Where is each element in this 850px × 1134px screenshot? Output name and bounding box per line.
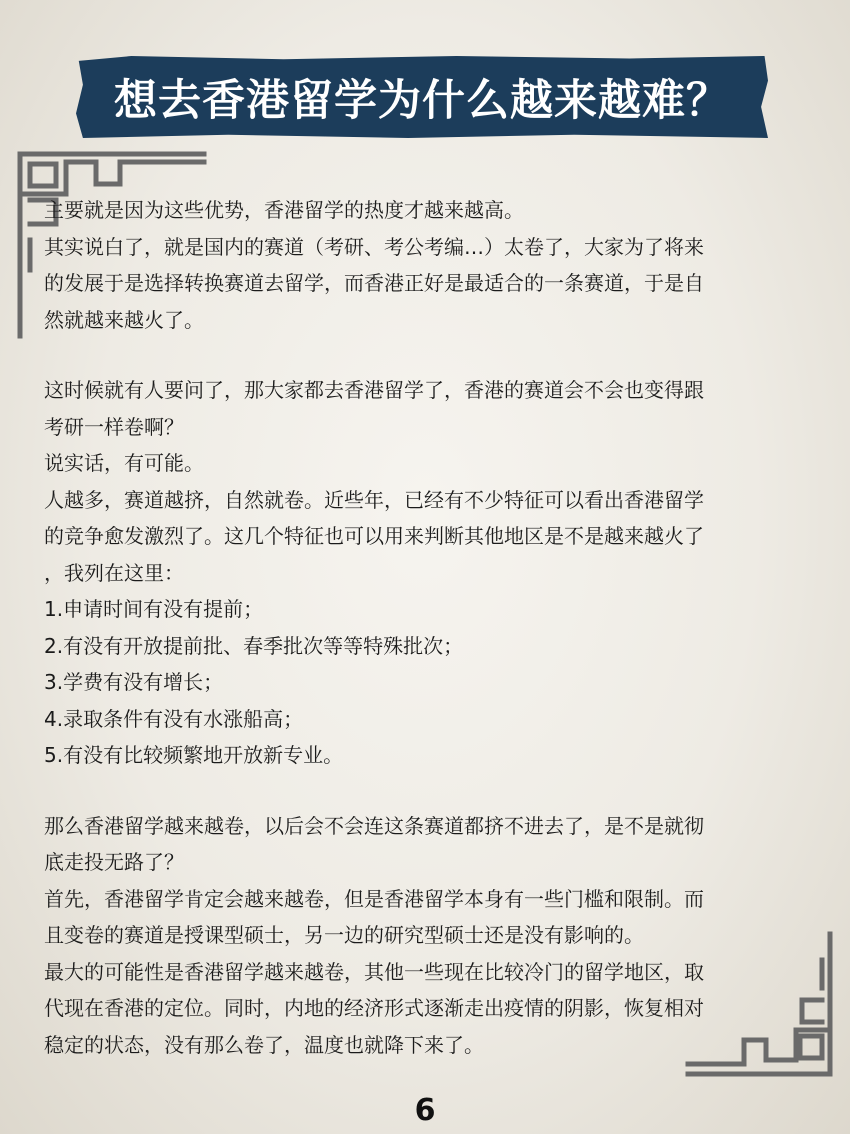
text-line: 这时候就有人要问了，那大家都去香港留学了，香港的赛道会不会也变得跟 [44,378,704,402]
text-line: 说实话，有可能。 [44,451,204,475]
text-line: 最大的可能性是香港留学越来越卷，其他一些现在比较冷门的留学地区，取 [44,959,704,984]
text-line: 的竞争愈发激烈了。这几个特征也可以用来判断其他地区是不是越来越火了 [44,524,704,548]
text-line: 稳定的状态，没有那么卷了，温度也就降下来了。 [44,1032,484,1057]
text-line: 且变卷的赛道是授课型硕士，另一边的研究型硕士还是没有影响的。 [44,923,644,947]
text-line: 主要就是因为这些优势，香港留学的热度才越来越高。 [44,198,524,222]
article-body [44,192,814,1063]
list-item: 5.有没有比较频繁地开放新专业。 [44,743,344,767]
text-line: ，我列在这里： [44,560,184,585]
page-number: 6 [414,1093,436,1128]
paragraph-2 [44,372,814,774]
text-line: 人越多，赛道越挤，自然就卷。近些年，已经有不少特征可以看出香港留学 [44,487,704,512]
text-line: 然就越来越火了。 [44,307,204,332]
text-line: 那么香港留学越来越卷，以后会不会连这条赛道都挤不进去了，是不是就彻 [44,813,704,838]
paragraph-gap [44,774,814,808]
text-line: 首先，香港留学肯定会越来越卷，但是香港留学本身有一些门槛和限制。而 [44,886,704,911]
text-line: 考研一样卷啊？ [44,414,184,439]
text-line: 底走投无路了？ [44,850,184,874]
list-item: 4.录取条件有没有水涨船高； [44,706,304,731]
paragraph-gap [44,338,814,372]
list-item: 1.申请时间有没有提前； [44,597,264,621]
page-title: 想去香港留学为什么越来越难？ [114,75,730,126]
text-line: 代现在香港的定位。同时，内地的经济形式逐渐走出疫情的阴影，恢复相对 [44,996,704,1020]
text-line: 其实说白了，就是国内的赛道（考研、考公考编…）太卷了，大家为了将来 [44,234,704,259]
paragraph-1 [44,192,814,338]
list-item: 3.学费有没有增长； [44,670,224,694]
paragraph-3 [44,808,814,1064]
list-item: 2.有没有开放提前批、春季批次等等特殊批次； [44,633,464,658]
text-line: 的发展于是选择转换赛道去留学，而香港正好是最适合的一条赛道，于是自 [44,271,704,295]
